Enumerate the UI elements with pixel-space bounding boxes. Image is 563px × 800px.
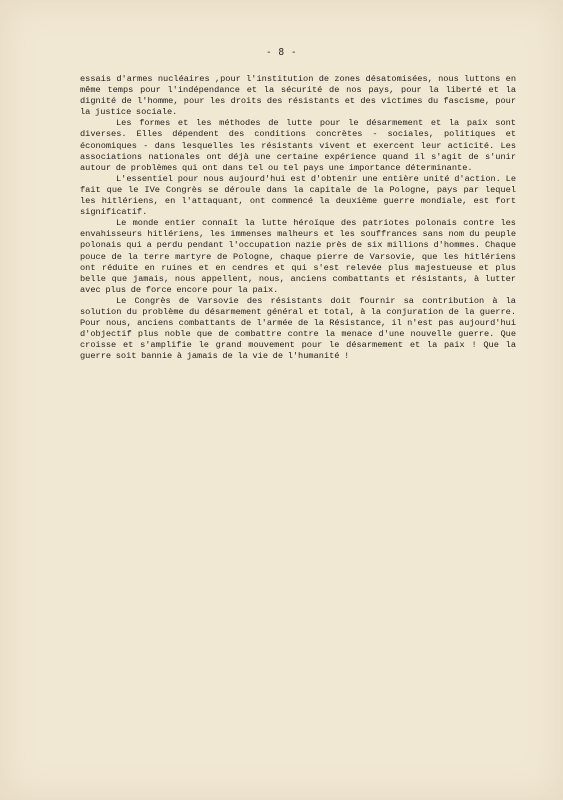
- paragraph-5: Le Congrès de Varsovie des résistants doit fournir sa contribution à la solution du problème du désarmement général et total, à la conjuration de la guerre. Pour nous, anciens combattants de l'armée de la Résistance, il n'est pas aujourd'hui d'objectif plus noble que de combattre contre la menace d'une nouvelle guerre. Que croisse et s'amplifie le grand mouvement pour le désarmement et la paix ! Que la guerre soit bannie à jamais de la vie de l'humanité !: [80, 295, 516, 362]
- paragraph-3: L'essentiel pour nous aujourd'hui est d'obtenir une entière unité d'action. Le fait que le IVe Congrès se déroule dans la capitale de la Pologne, pays par lequel les hitlériens, en l'attaquant, ont commencé la deuxième guerre mondiale, est fort significatif.: [80, 173, 516, 218]
- document-body: [80, 74, 516, 362]
- paragraph-1: essais d'armes nucléaires ,pour l'institution de zones désatomisées, nous luttons en même temps pour l'indépendance et la sécurité de nos pays, pour la liberté et la dignité de l'homme, pour les droits des résistants et des victimes du fascisme, pour la justice sociale.: [80, 74, 516, 118]
- paragraph-4: Le monde entier connaît la lutte héroïque des patriotes polonais contre les envahisseurs hitlériens, les immenses malheurs et les souffrances sans nom du peuple polonais qui a perdu pendant l'occupation nazie près de six millions d'hommes. Chaque pouce de la terre martyre de Pologne, chaque pierre de Varsovie, que les hitlériens ont réduite en ruines et en cendres et qui s'est relevée plus majestueuse et plus belle que jamais, nous appellent, nous, anciens combattants et résistants, à lutter avec plus de force encore pour la paix.: [80, 218, 516, 295]
- page-number: - 8 -: [265, 47, 298, 58]
- paragraph-2: Les formes et les méthodes de lutte pour le désarmement et la paix sont diverses. Elles dépendent des conditions concrètes - sociales, politiques et économiques - dans lesquelles les résistants vivent et exercent leur acticité. Les associations nationales ont déjà une certaine expérience quand il s'agit de s'unir autour de problèmes qui ont dans tel ou tel pays une importance déterminante.: [80, 118, 516, 173]
